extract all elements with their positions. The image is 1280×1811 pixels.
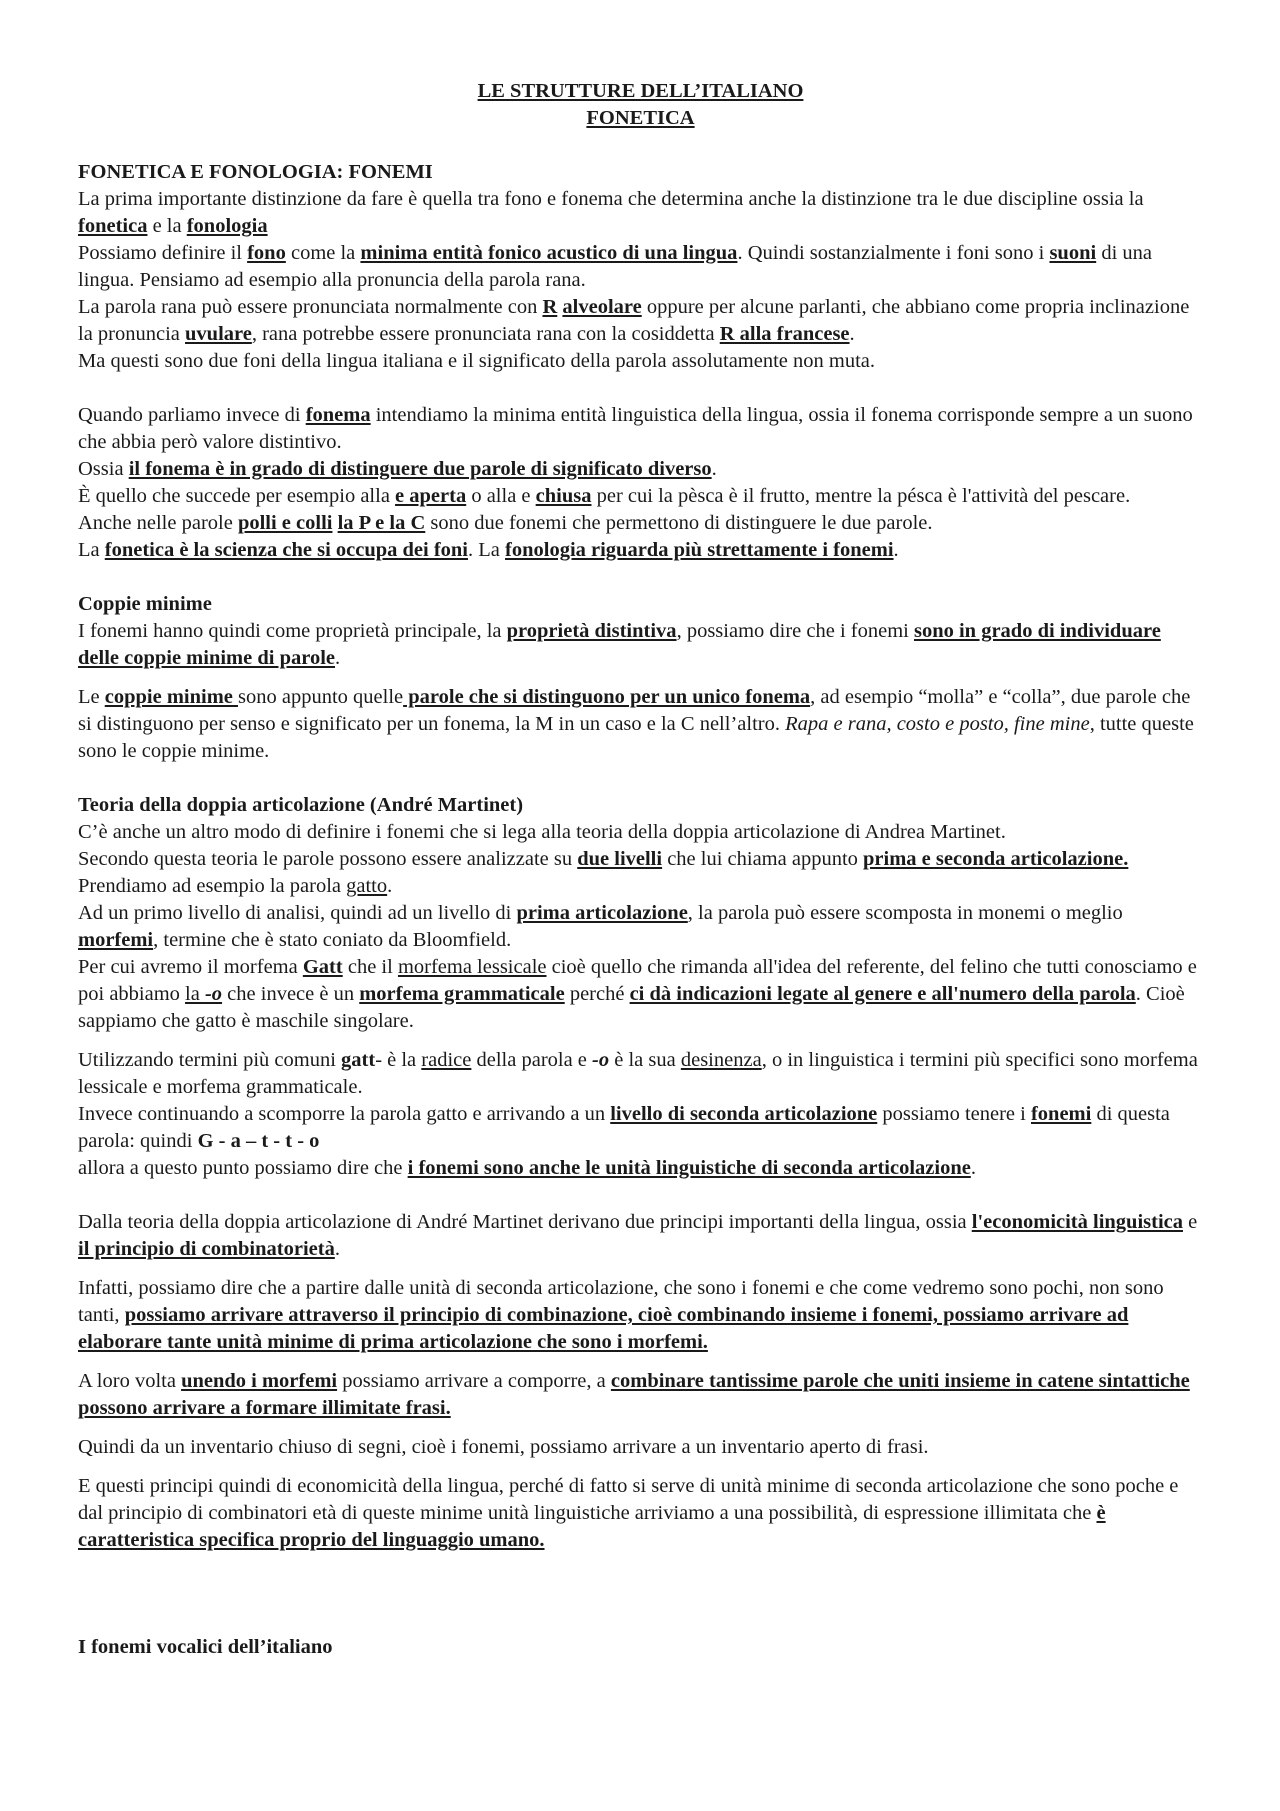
paragraph: Secondo questa teoria le parole possono essere analizzate su due livelli che lui chiama appunto prima e seconda articolazione.	[78, 848, 1129, 870]
paragraph: Possiamo definire il fono come la minima entità fonico acustico di una lingua. Quindi sostanzialmente i foni sono i suoni di una lingua. Pensiamo ad esempio alla pronuncia della parola rana.	[78, 242, 1152, 291]
paragraph: Ma questi sono due foni della lingua italiana e il significato della parola assolutamente non muta.	[78, 350, 876, 372]
paragraph: Per cui avremo il morfema Gatt che il morfema lessicale cioè quello che rimanda all'idea del referente, del felino che tutti conosciamo e poi abbiamo la -o che invece è un morfema grammaticale perché ci dà indicazioni legate al genere e all'numero della parola. Cioè sappiamo che gatto è maschile singolare.	[78, 956, 1197, 1032]
paragraph: La fonetica è la scienza che si occupa dei foni. La fonologia riguarda più strettamente i fonemi.	[78, 539, 899, 561]
section-heading-coppie-minime: Coppie minime	[78, 593, 212, 615]
paragraph: Quindi da un inventario chiuso di segni, cioè i fonemi, possiamo arrivare a un inventario aperto di frasi.	[78, 1436, 929, 1458]
section-heading-doppia-articolazione: Teoria della doppia articolazione (André Martinet)	[78, 794, 524, 816]
document-title: LE STRUTTURE DELL’ITALIANO	[477, 80, 804, 102]
paragraph: Ossia il fonema è in grado di distinguere due parole di significato diverso.	[78, 458, 717, 480]
document-subtitle: FONETICA	[586, 107, 695, 129]
paragraph: allora a questo punto possiamo dire che i fonemi sono anche le unità linguistiche di seconda articolazione.	[78, 1157, 976, 1179]
paragraph: Anche nelle parole polli e colli la P e la C sono due fonemi che permettono di distinguere le due parole.	[78, 512, 933, 534]
paragraph: La parola rana può essere pronunciata normalmente con R alveolare oppure per alcune parlanti, che abbiano come propria inclinazione la pronuncia uvulare, rana potrebbe essere pronunciata rana con la cosiddetta R alla francese.	[78, 296, 1190, 345]
document-content	[78, 78, 1203, 1661]
section-heading-fonemi-vocalici: I fonemi vocalici dell’italiano	[78, 1636, 333, 1658]
paragraph: A loro volta unendo i morfemi possiamo arrivare a comporre, a combinare tantissime parole che uniti insieme in catene sintattiche possono arrivare a formare illimitate frasi.	[78, 1370, 1190, 1419]
paragraph: Quando parliamo invece di fonema intendiamo la minima entità linguistica della lingua, ossia il fonema corrisponde sempre a un suono che abbia però valore distintivo.	[78, 404, 1193, 453]
paragraph: È quello che succede per esempio alla e aperta o alla e chiusa per cui la pèsca è il frutto, mentre la pésca è l'attività del pescare.	[78, 485, 1131, 507]
paragraph: Infatti, possiamo dire che a partire dalle unità di seconda articolazione, che sono i fonemi e che come vedremo sono pochi, non sono tanti, possiamo arrivare attraverso il principio di combinazione, cioè combinando insieme i fonemi, possiamo arrivare ad elaborare tante unità minime di prima articolazione che sono i morfemi.	[78, 1277, 1164, 1353]
paragraph: C’è anche un altro modo di definire i fonemi che si lega alla teoria della doppia articolazione di Andrea Martinet.	[78, 821, 1006, 843]
paragraph: Invece continuando a scomporre la parola gatto e arrivando a un livello di seconda articolazione possiamo tenere i fonemi di questa parola: quindi G - a – t - t - o	[78, 1103, 1170, 1152]
section-heading-fonetica-fonologia: FONETICA E FONOLOGIA: FONEMI	[78, 161, 433, 183]
paragraph: I fonemi hanno quindi come proprietà principale, la proprietà distintiva, possiamo dire che i fonemi sono in grado di individuare delle coppie minime di parole.	[78, 620, 1161, 669]
paragraph: Utilizzando termini più comuni gatt- è la radice della parola e -o è la sua desinenza, o in linguistica i termini più specifici sono morfema lessicale e morfema grammaticale.	[78, 1049, 1198, 1098]
paragraph: Dalla teoria della doppia articolazione di André Martinet derivano due principi importanti della lingua, ossia l'economicità linguistica e il principio di combinatorietà.	[78, 1211, 1198, 1260]
paragraph: Ad un primo livello di analisi, quindi ad un livello di prima articolazione, la parola può essere scomposta in monemi o meglio morfemi, termine che è stato coniato da Bloomfield.	[78, 902, 1123, 951]
paragraph: Prendiamo ad esempio la parola gatto.	[78, 875, 393, 897]
paragraph: La prima importante distinzione da fare è quella tra fono e fonema che determina anche la distinzione tra le due discipline ossia la fonetica e la fonologia	[78, 188, 1144, 237]
paragraph: E questi principi quindi di economicità della lingua, perché di fatto si serve di unità minime di seconda articolazione che sono poche e dal principio di combinatori età di queste minime unità linguistiche arriviamo a una possibilità, di espressione illimitata che è caratteristica specifica proprio del linguaggio umano.	[78, 1475, 1179, 1551]
paragraph: Le coppie minime sono appunto quelle parole che si distinguono per un unico fonema, ad esempio “molla” e “colla”, due parole che si distinguono per senso e significato per un fonema, la M in un caso e la C nell’altro. Rapa e rana, costo e posto, fine mine, tutte queste sono le coppie minime.	[78, 686, 1194, 762]
